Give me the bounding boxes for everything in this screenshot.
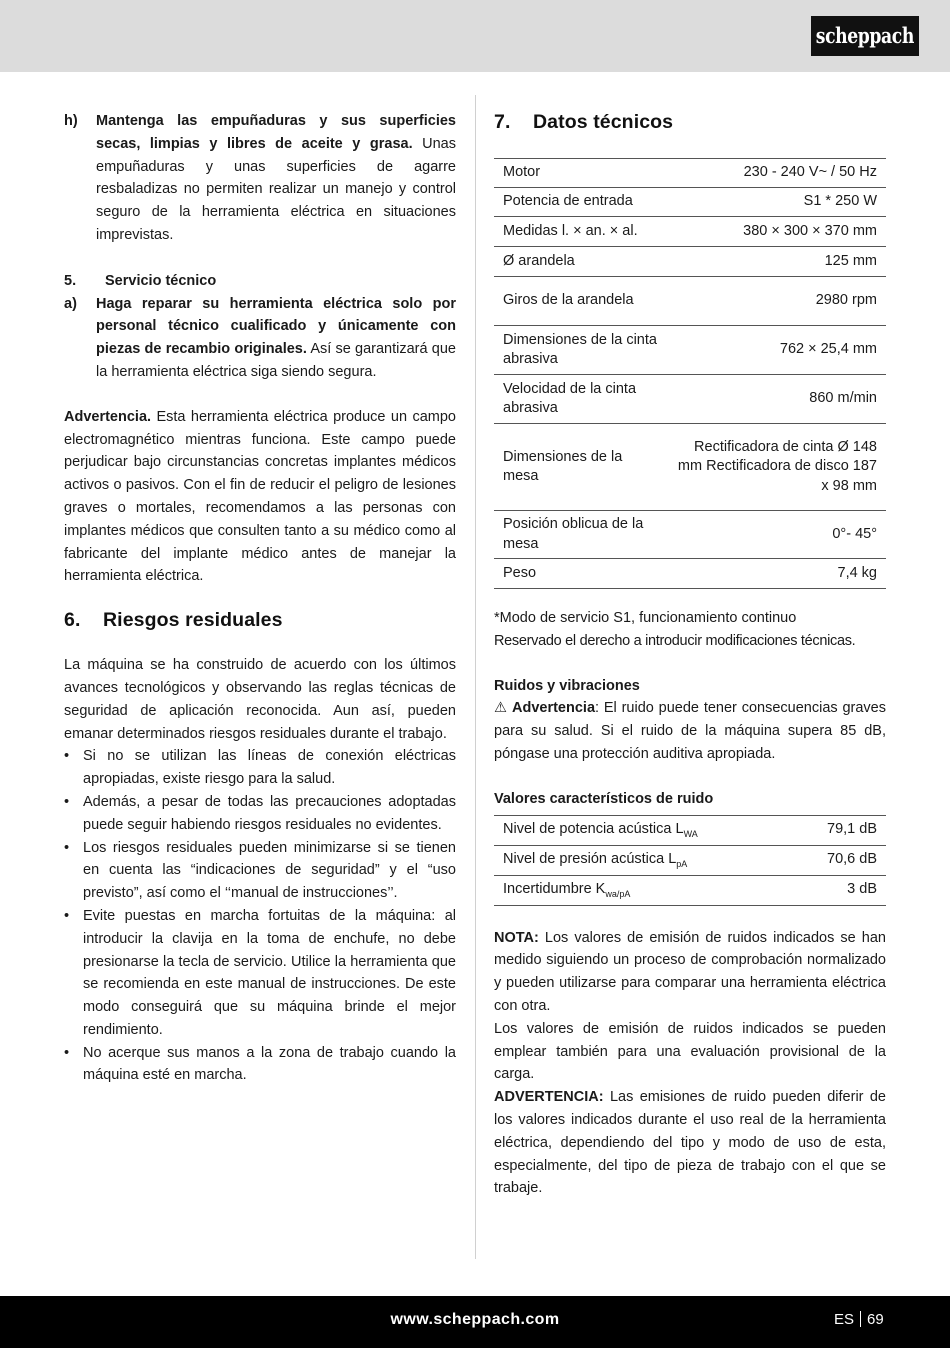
section-title: Riesgos residuales — [103, 609, 283, 632]
header-band — [0, 0, 950, 72]
brand-logo: scheppach — [811, 16, 919, 56]
table-row: Dimensiones de la cinta abrasiva 762 × 25,4 mm — [494, 326, 886, 375]
warning-text: Esta herramienta eléctrica produce un campo electromagnético mientras funciona. Este campo puede perjudicar bajo circunstancias concretas implantes médicos activos o pasivos. Con el fin de reducir el peligro de lesiones graves o mortales, recomendamos a las personas con implantes médicos que consulten tanto a su médico como al fabricante del implante médico antes de manejar la herramienta eléctrica. — [64, 408, 456, 585]
list-item: • Si no se utilizan las líneas de conexión eléctricas apropiadas, existe riesgo para la salud. — [64, 748, 456, 788]
section-6-title — [64, 608, 456, 632]
warning-triangle-icon: ⚠ — [494, 700, 507, 717]
language-code: ES — [834, 1311, 855, 1328]
emf-warning — [64, 406, 456, 588]
table-row: Medidas l. × an. × al. 380 × 300 × 370 mm — [494, 217, 886, 247]
item-text — [96, 110, 456, 247]
technical-data-table — [494, 158, 886, 589]
right-column — [494, 110, 886, 1200]
item-bold: Haga reparar su herramienta eléctrica solo por personal técnico cualificado y únicamente con piezas de recambio originales. — [96, 295, 456, 358]
table-row: Giros de la arandela 2980 rpm — [494, 277, 886, 326]
section-number: 6. — [64, 609, 81, 632]
advertencia-paragraph: ADVERTENCIA: Las emisiones de ruido pueden diferir de los valores indicados durante el uso real de la herramienta eléctrica, dependiendo del tipo y modo de uso de esta, especialmente, del tipo de pieza de trabajo con el que se trabaje. — [494, 1089, 886, 1197]
item-mark: a) — [64, 295, 77, 312]
table-row: Motor 230 - 240 V~ / 50 Hz — [494, 159, 886, 188]
section-title: Datos técnicos — [533, 111, 674, 133]
noise-heading: Ruidos y vibraciones — [494, 677, 640, 694]
footnote-reserved: Reservado el derecho a introducir modificaciones técnicas. — [494, 632, 856, 649]
page-indicator — [834, 1309, 884, 1332]
table-row: Velocidad de la cinta abrasiva 860 m/min — [494, 375, 886, 424]
noise-values-table — [494, 815, 886, 906]
list-item: • Los riesgos residuales pueden minimizarse si se tienen en cuenta las “indicaciones de seguridad” y el “uso previsto”, así como el ‘‘manual de instrucciones’’. — [64, 839, 456, 902]
warning-text: : El ruido puede tener consecuencias graves para su salud. Si el ruido de la máquina supera 85 dB, póngase una protección auditiva apropiada. — [494, 700, 886, 762]
table-row: Peso 7,4 kg — [494, 559, 886, 589]
table-row: Potencia de entrada S1 * 250 W — [494, 188, 886, 217]
section-7-title — [494, 110, 886, 134]
list-item: • Además, a pesar de todas las precauciones adoptadas puede seguir habiendo riesgos residuales no evidentes. — [64, 793, 456, 833]
table-row: Incertidumbre $K_{wa/pA}$ 3 dB — [494, 875, 886, 905]
service-number: 5. — [64, 272, 77, 289]
item-mark: h) — [64, 113, 78, 129]
left-column — [64, 110, 456, 1087]
service-heading — [64, 270, 456, 293]
noise-warning — [494, 697, 886, 765]
residual-risks-list — [64, 745, 456, 1087]
footnote-duty: *Modo de servicio S1, funcionamiento continuo — [494, 610, 797, 626]
page-number: 69 — [867, 1311, 884, 1328]
nota-paragraph: NOTA: Los valores de emisión de ruidos indicados se han medido siguiendo un proceso de comprobación normalizado y pueden utilizarse para comparar una herramienta eléctrica con otra. — [494, 929, 886, 1014]
website-link[interactable]: www.scheppach.com — [390, 1311, 560, 1328]
table-row: Nivel de potencia acústica $L_{WA}$ 79,1 dB — [494, 815, 886, 845]
evaluation-paragraph: Los valores de emisión de ruidos indicados se pueden emplear también para una evaluación provisional de la carga. — [494, 1020, 886, 1083]
warning-label: Advertencia — [512, 700, 596, 717]
item-text — [96, 293, 456, 384]
section-number: 7. — [494, 111, 511, 133]
service-title: Servicio técnico — [105, 272, 217, 289]
item-body: Así se garantizará que la herramienta eléctrica siga siendo segura. — [96, 341, 456, 380]
list-item: • Evite puestas en marcha fortuitas de la máquina: al introducir la clavija en la toma de enchufe, no debe presionarse la tecla de servicio. Utilice la herramienta que se recomienda en este manual de instrucciones. De este modo conseguirá que su máquina brinde el mejor rendimiento. — [64, 907, 456, 1038]
column-divider — [475, 95, 476, 1259]
service-item-a — [64, 293, 456, 384]
item-body: Unas empuñaduras y unas superficies de agarre resbaladizas no permiten realizar un manejo y control seguro de la herramienta eléctrica en situaciones imprevistas. — [96, 135, 456, 243]
table-row: Nivel de presión acústica $L_{pA}$ 70,6 dB — [494, 845, 886, 875]
residual-risks-intro: La máquina se ha construido de acuerdo con los últimos avances tecnológicos y observando las reglas técnicas de seguridad de aplicación reconocida. Aun así, pueden emanar determinados riesgos residuales durante el trabajo. — [64, 657, 456, 742]
table-row: Ø arandela 125 mm — [494, 247, 886, 277]
item-bold: Mantenga las empuñaduras y sus superficies secas, limpias y libres de aceite y grasa. — [96, 113, 456, 152]
list-item: • No acerque sus manos a la zona de trabajo cuando la máquina esté en marcha. — [64, 1044, 456, 1084]
safety-item-h — [64, 110, 456, 247]
footer-bar — [0, 1296, 950, 1348]
warning-label: Advertencia. — [64, 408, 152, 425]
table-row: Dimensiones de la mesa Rectificadora de cinta Ø 148 mm Rectificadora de disco 187 x 98 mm — [494, 424, 886, 511]
table-row: Posición oblicua de la mesa 0°- 45° — [494, 511, 886, 559]
separator — [860, 1311, 861, 1327]
noise-values-heading: Valores característicos de ruido — [494, 790, 714, 807]
